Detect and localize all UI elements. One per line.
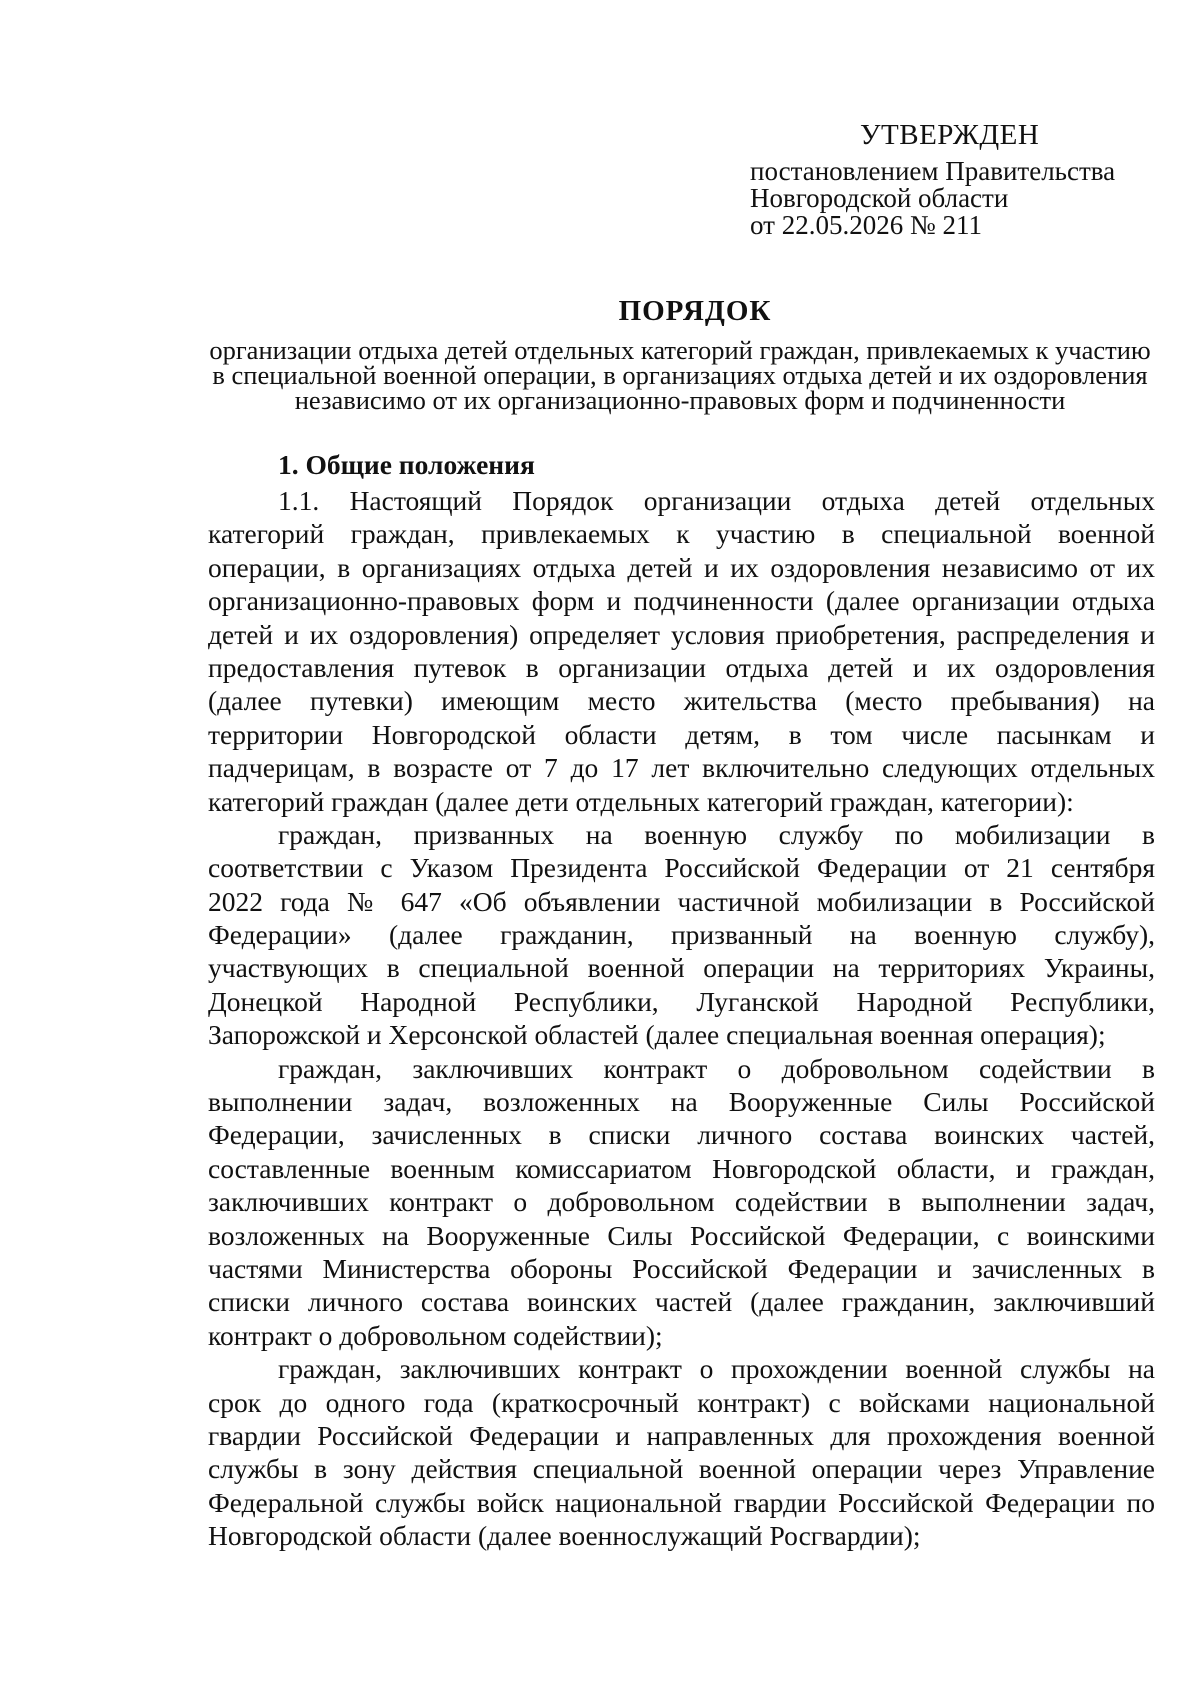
text-line: возложенных на Вооруженные Силы Российской Федерации, с воинскими bbox=[208, 1219, 1155, 1251]
paragraph-1-1 bbox=[208, 484, 1155, 818]
paragraph-mobilized bbox=[208, 818, 1155, 1052]
text-line: граждан, заключивших контракт о прохождении военной службы на bbox=[278, 1353, 1155, 1385]
text-line: категорий граждан, привлекаемых к участию в специальной военной bbox=[208, 518, 1155, 550]
text-line: категорий граждан (далее дети отдельных категорий граждан, категории): bbox=[208, 785, 1074, 817]
text-line: Федерации, зачисленных в списки личного состава воинских частей, bbox=[208, 1119, 1155, 1151]
approval-line-2: Новгородской области bbox=[750, 183, 1009, 213]
text-line: 2022 года № 647 «Об объявлении частичной мобилизации в Российской bbox=[208, 885, 1155, 917]
text-line: составленные военным комиссариатом Новгородской области, и граждан, bbox=[208, 1152, 1155, 1184]
document-subtitle bbox=[205, 335, 1155, 415]
section-heading: 1. Общие положения bbox=[278, 449, 535, 480]
text-line: участвующих в специальной военной операции на территориях Украины, bbox=[208, 952, 1155, 984]
approval-line-3: от 22.05.2026 № 211 bbox=[750, 210, 982, 240]
text-line: Федерации» (далее гражданин, призванный на военную службу), bbox=[208, 919, 1155, 951]
text-line: выполнении задач, возложенных на Вооруженные Силы Российской bbox=[208, 1086, 1155, 1118]
text-line: Новгородской области (далее военнослужащий Росгвардии); bbox=[208, 1520, 921, 1552]
text-line: службы в зону действия специальной военной операции через Управление bbox=[208, 1453, 1155, 1485]
text-line: территории Новгородской области детям, в том числе пасынкам и bbox=[208, 718, 1155, 750]
subtitle-line: независимо от их организационно-правовых форм и подчиненности bbox=[294, 385, 1066, 415]
text-line: граждан, заключивших контракт о добровольном содействии в bbox=[278, 1052, 1155, 1084]
text-line: Донецкой Народной Республики, Луганской Народной Республики, bbox=[208, 985, 1155, 1017]
text-line: операции, в организациях отдыха детей и их оздоровления независимо от их bbox=[208, 551, 1155, 583]
text-line: срок до одного года (краткосрочный контракт) с войсками национальной bbox=[208, 1386, 1155, 1418]
approval-title: УТВЕРЖДЕН bbox=[860, 119, 1040, 151]
text-line: заключивших контракт о добровольном содействии в выполнении задач, bbox=[208, 1186, 1155, 1218]
text-line: предоставления путевок в организации отдыха детей и их оздоровления bbox=[208, 651, 1155, 683]
text-line: гвардии Российской Федерации и направленных для прохождения военной bbox=[208, 1419, 1155, 1451]
approval-line-1: постановлением Правительства bbox=[750, 156, 1116, 186]
approval-block bbox=[750, 118, 1150, 239]
text-line: списки личного состава воинских частей (далее гражданин, заключивший bbox=[208, 1286, 1155, 1318]
text-line: организационно-правовых форм и подчиненности (далее организации отдыха bbox=[208, 585, 1155, 617]
subtitle-line: в специальной военной операции, в организациях отдыха детей и их оздоровления bbox=[212, 360, 1148, 390]
text-line: граждан, призванных на военную службу по мобилизации в bbox=[278, 818, 1155, 850]
text-line: Федеральной службы войск национальной гвардии Российской Федерации по bbox=[208, 1486, 1155, 1518]
body-text bbox=[208, 484, 1155, 1553]
document-title: ПОРЯДОК bbox=[618, 295, 772, 327]
paragraph-rosgvardia bbox=[208, 1352, 1155, 1552]
paragraph-volunteers bbox=[208, 1052, 1155, 1353]
text-line: соответствии с Указом Президента Российской Федерации от 21 сентября bbox=[208, 852, 1155, 884]
text-line: Запорожской и Херсонской областей (далее специальная военная операция); bbox=[208, 1019, 1106, 1051]
text-line: детей и их оздоровления) определяет условия приобретения, распределения и bbox=[208, 618, 1155, 650]
text-line: падчерицам, в возрасте от 7 до 17 лет включительно следующих отдельных bbox=[208, 752, 1155, 784]
text-line: (далее путевки) имеющим место жительства (место пребывания) на bbox=[208, 685, 1155, 717]
subtitle-line: организации отдыха детей отдельных категорий граждан, привлекаемых к участию bbox=[209, 335, 1151, 365]
text-line: частями Министерства обороны Российской Федерации и зачисленных в bbox=[208, 1252, 1155, 1284]
text-line: контракт о добровольном содействии); bbox=[208, 1319, 663, 1351]
text-line: 1.1. Настоящий Порядок организации отдыха детей отдельных bbox=[278, 485, 1155, 516]
